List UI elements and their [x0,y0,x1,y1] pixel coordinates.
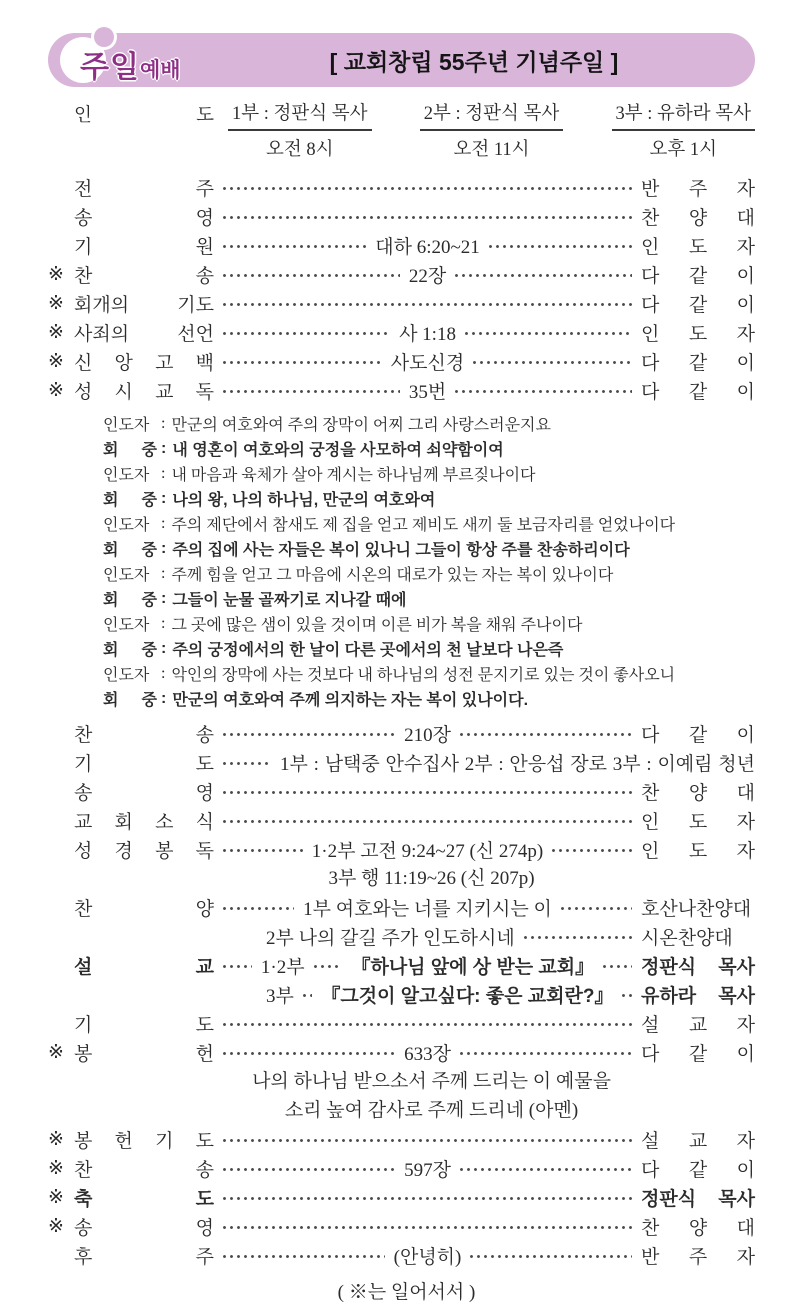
dotted-leader [460,1168,632,1171]
dotted-leader [223,791,632,794]
reading-line [103,411,755,436]
row-center-text: 1부 여호와는 너를 지키시는 이 [303,899,552,920]
dotted-leader [223,907,294,910]
dotted-leader [223,332,390,335]
header-banner [48,33,755,87]
reading-line [103,611,755,636]
row-center-text: 2부 나의 갈길 주가 인도하시네 [266,928,515,949]
row-right-text: 다 같 이 [641,353,756,374]
dotted-leader [223,733,395,736]
speaker-separator: : [161,414,166,432]
speaker-label: 인도자 [103,667,150,684]
dotted-leader [223,1139,632,1142]
worship-row [48,318,755,347]
row-center-text: 597장 [404,1160,451,1181]
dotted-leader [470,1255,632,1258]
reading-line [103,536,755,561]
reading-text: 나의 왕, 나의 하나님, 만군의 여호와여 [172,492,436,509]
dotted-leader [223,274,400,277]
reading-text: 주의 제단에서 참새도 제 집을 얻고 제비도 새끼 둘 보금자리를 얻었나이다 [171,517,676,534]
speaker-separator: : [161,639,167,657]
dotted-leader [524,936,632,939]
dotted-leader [223,390,400,393]
row-label: 기 원 [74,237,214,258]
speaker-separator: : [161,439,167,457]
row-label: 찬 송 [74,725,214,746]
reading-text: 주께 힘을 얻고 그 마음에 시온의 대로가 있는 자는 복이 있나이다 [171,567,614,584]
logo-text [80,42,181,86]
row-right-text: 호산나찬양대 [641,899,752,920]
part-column [420,99,564,161]
speaker-separator: : [161,539,167,557]
row-marker: ※ [48,1129,64,1150]
row-label: 사죄의 선언 [74,324,214,345]
dotted-leader [223,1197,632,1200]
part-leader-name: 3부 : 유하라 목사 [612,99,756,131]
speaker-separator: : [161,664,166,682]
speaker-label: 회 중 [103,442,157,459]
worship-row [48,835,755,864]
speaker-label: 인도자 [103,517,150,534]
row-marker: ※ [48,1216,64,1237]
row-center-text: 1·2부 고전 9:24~27 (신 274p) [311,841,544,862]
reading-text: 내 마음과 육체가 살아 계시는 하나님께 부르짖나이다 [171,467,536,484]
row-label: 찬 양 [74,899,214,920]
conductor-row [48,99,755,161]
worship-row [48,893,755,922]
dotted-leader [603,965,632,968]
speaker-label: 회 중 [103,642,157,659]
worship-row [48,289,755,318]
reading-line [103,461,755,486]
reading-text: 주의 궁정에서의 한 날이 다른 곳에서의 천 날보다 나은즉 [172,642,564,659]
dotted-leader [223,820,632,823]
dotted-leader [223,187,632,190]
dotted-leader [223,1168,395,1171]
row-right-text: 다 같 이 [641,725,756,746]
center-line: 소리 높여 감사로 주께 드리네 (아멘) [284,1100,579,1121]
dotted-leader [223,216,632,219]
reading-text: 악인의 장막에 사는 것보다 내 하나님의 성전 문지기로 있는 것이 좋사오니 [171,667,676,684]
worship-row [48,1183,755,1212]
row-label: 성 시 교 독 [74,382,214,403]
speaker-separator: : [161,564,166,582]
footer-note: ( ※는 일어서서 ) [337,1282,476,1303]
speaker-label: 인도자 [103,617,150,634]
center-line: 나의 하나님 받으소서 주께 드리는 이 예물을 [252,1071,611,1092]
row-label: 찬 송 [74,1160,214,1181]
dotted-leader [489,245,632,248]
worship-row [48,980,755,1009]
row-right-text: 찬 양 대 [641,208,755,229]
dotted-leader [223,849,303,852]
row-right-text: 유하라 목사 [641,986,756,1007]
row-right-text: 설 교 자 [641,1015,755,1036]
row-label: 인 도 [74,106,214,126]
row-right-text: 다 같 이 [641,295,755,316]
row-marker: ※ [48,1187,64,1208]
worship-row [48,202,755,231]
dotted-leader [561,907,632,910]
reading-line [103,586,755,611]
speaker-label: 회 중 [103,542,157,559]
row-right-text: 반 주 자 [641,1247,755,1268]
worship-row [48,951,755,980]
row-center-text: 22장 [408,266,447,287]
row-label: 회개의 기도 [74,295,214,316]
reading-text: 주의 집에 사는 자들은 복이 있나니 그들이 항상 주를 찬송하리이다 [172,542,630,559]
reading-text: 내 영혼이 여호와의 궁정을 사모하여 쇠약함이여 [172,442,504,459]
row-center-text: 『하나님 앞에 상 받는 교회』 [351,957,595,978]
logo-sub-text: 예배 [139,59,181,82]
row-right-text: 반 주 자 [641,179,755,200]
dotted-leader [223,1023,632,1026]
worship-row [48,719,755,748]
reading-line [103,636,755,661]
row-center-text: 35번 [408,382,447,403]
reading-line [103,661,755,686]
speaker-separator: : [161,589,167,607]
reading-text: 그들이 눈물 골짜기로 지나갈 때에 [172,592,407,609]
logo-main-text: 주일 [80,51,140,84]
worship-logo [48,33,233,87]
row-part-prefix: 1·2부 [260,957,305,978]
dotted-leader [465,332,632,335]
dotted-leader [552,849,632,852]
speaker-label: 회 중 [103,492,157,509]
row-right-text: 시온찬양대 [641,928,733,949]
worship-row [48,231,755,260]
part-time: 오전 8시 [266,140,334,160]
row-label: 봉 헌 [74,1044,214,1065]
center-line: 3부 행 11:19~26 (신 207p) [328,868,535,889]
reading-text: 그 곳에 많은 샘이 있을 것이며 이른 비가 복을 채워 주나이다 [171,617,583,634]
worship-row [48,173,755,202]
row-label: 설 교 [74,957,214,978]
speaker-separator: : [161,614,166,632]
part-leader-name: 1부 : 정판식 목사 [228,99,372,131]
worship-row [48,1241,755,1270]
row-label: 기 도 [74,1015,214,1036]
event-title: [ 교회창립 55주년 기념주일 ] [329,48,619,75]
row-right-text: 인 도 자 [641,324,756,345]
dotted-leader [455,274,632,277]
row-center-text: 633장 [404,1044,451,1065]
speaker-label: 인도자 [103,417,150,434]
row-part-prefix: 3부 [266,986,294,1007]
row-label: 교 회 소 식 [74,812,214,833]
reading-text: 만군의 여호와여 주의 장막이 어찌 그리 사랑스러운지요 [171,417,551,434]
worship-row [48,347,755,376]
responsive-reading [103,411,755,711]
row-right-text: 다 같 이 [641,266,756,287]
dotted-leader [460,733,632,736]
row-right-text: 다 같 이 [641,1160,756,1181]
dotted-leader [223,245,366,248]
worship-row [48,777,755,806]
row-marker: ※ [48,293,64,314]
row-marker: ※ [48,264,64,285]
row-right-text: 인 도 자 [641,841,755,862]
speaker-separator: : [161,689,167,707]
part-column [228,99,372,161]
row-right-text: 정판식 목사 [641,957,756,978]
row-label: 전 주 [74,179,214,200]
row-label: 송 영 [74,208,214,229]
row-right-text: 다 같 이 [641,1044,756,1065]
row-label: 찬 송 [74,266,214,287]
row-label: 신 앙 고 백 [74,353,214,374]
row-right-text: 정판식 목사 [641,1189,755,1210]
dotted-leader [223,762,271,765]
speaker-separator: : [161,514,166,532]
row-label: 송 영 [74,1218,214,1239]
row-label: 기 도 [74,754,214,775]
worship-row [48,376,755,405]
worship-row [48,1038,755,1067]
row-center-text: 『그것이 알고싶다: 좋은 교회란?』 [321,986,614,1007]
dotted-leader [223,361,382,364]
service-parts [228,99,755,161]
row-marker: ※ [48,1158,64,1179]
worship-row [48,806,755,835]
speaker-separator: : [161,489,167,507]
worship-order-bottom [48,719,755,1270]
speaker-label: 회 중 [103,692,157,709]
worship-row [48,1154,755,1183]
worship-order-top [48,173,755,405]
row-center-text: 사 1:18 [399,324,456,345]
speaker-label: 인도자 [103,567,150,584]
part-column [612,99,756,161]
dotted-leader [303,994,313,997]
dotted-leader [223,1052,395,1055]
reading-line [103,511,755,536]
speaker-label: 인도자 [103,467,150,484]
worship-row [48,748,755,777]
dotted-leader [314,965,343,968]
worship-row [48,1212,755,1241]
row-center-text: 대하 6:20~21 [375,237,480,258]
row-wide-text: 1부 : 남택중 안수집사 2부 : 안응섭 장로 3부 : 이예림 청년 [280,754,755,775]
dotted-leader [223,303,632,306]
row-right-text: 인 도 자 [641,812,755,833]
reading-line [103,436,755,461]
reading-text: 만군의 여호와여 주께 의지하는 자는 복이 있나이다. [172,692,529,709]
row-center-text: 210장 [404,725,451,746]
dotted-leader [223,1255,385,1258]
row-right-text: 찬 양 대 [641,783,755,804]
part-leader-name: 2부 : 정판식 목사 [420,99,564,131]
dotted-leader [223,965,252,968]
worship-row [48,1125,755,1154]
row-marker: ※ [48,322,64,343]
row-right-text: 설 교 자 [641,1131,755,1152]
dotted-leader [622,994,632,997]
speaker-label: 회 중 [103,592,157,609]
reading-line [103,486,755,511]
row-label: 후 주 [74,1247,214,1268]
row-label: 봉 헌 기 도 [74,1131,214,1152]
row-center-text: 사도신경 [390,353,465,374]
dotted-leader [223,1226,632,1229]
part-time: 오후 1시 [649,140,717,160]
row-label: 성 경 봉 독 [74,841,214,862]
row-center-text: (안녕히) [393,1247,462,1268]
row-marker: ※ [48,351,64,372]
row-marker: ※ [48,380,64,401]
row-right-text: 다 같 이 [641,382,756,403]
row-right-text: 찬 양 대 [641,1218,755,1239]
worship-row [48,1009,755,1038]
reading-line [103,561,755,586]
row-right-text: 인 도 자 [641,237,755,258]
worship-row [48,260,755,289]
row-label: 축 도 [74,1189,214,1210]
row-label: 송 영 [74,783,214,804]
dotted-leader [473,361,632,364]
row-marker: ※ [48,1042,64,1063]
speaker-separator: : [161,464,166,482]
reading-line [103,686,755,711]
part-time: 오전 11시 [453,140,530,160]
dotted-leader [460,1052,632,1055]
dotted-leader [455,390,632,393]
worship-row [48,922,755,951]
